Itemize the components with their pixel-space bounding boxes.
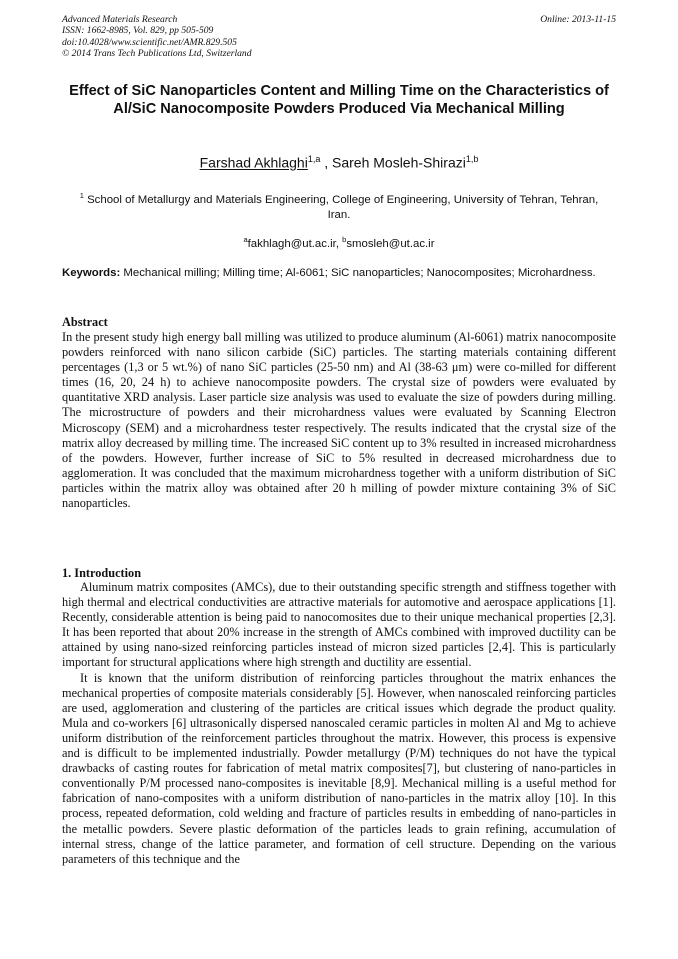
author-1-sup: 1,a	[307, 154, 321, 164]
doi-line: doi:10.4028/www.scientific.net/AMR.829.505	[62, 36, 237, 48]
introduction-heading: 1. Introduction	[62, 566, 142, 580]
author-2-name: Sareh Mosleh-Shirazi	[332, 154, 466, 171]
journal-header	[62, 14, 616, 59]
author-separator: ,	[320, 154, 332, 171]
keywords-label: Keywords:	[62, 267, 121, 279]
paper-title: Effect of SiC Nanoparticles Content and Milling Time on the Characteristics of Al/SiC Nanocomposite Powders Produced Via Mechanical Milling	[69, 83, 609, 118]
affiliation-text: School of Metallurgy and Materials Engineering, College of Engineering, University of Tehran, Tehran, Iran.	[87, 193, 599, 221]
author-line	[62, 150, 616, 172]
introduction-paragraph-2: It is known that the uniform distribution of reinforcing particles throughout the matrix enhances the mechanical properties of composite materials considerably [5]. However, when nanoscaled reinforcing particles are used, agglomeration and clustering of the particles are critical issues which degrade the product quality. Mula and co-workers [6] ultrasonically dispersed nanoscaled ceramic particles in molten Al and Mg to achieve uniform distribution of the reinforcement particles throughout the matrix. However, this process is expensive and is difficult to be implemented industrially. Powder metallurgy (P/M) techniques do not have the typical drawbacks of casting routes for fabrication of metal matrix composites[7], but clustering of nano-particles in conventionally P/M processed nano-composites is inevitable [8,9]. Mechanical milling is a useful method for fabrication of nano-composites with a uniform distribution of nano-particles in the matrix alloy [10]. In this process, repeated deformation, cold welding and fracture of particles results in embedding of nano-particles in the metallic powders. Severe plastic deformation of the particles leads to grain refining, accumulation of internal stress, change of the lattice parameter, and formation of cell structure. Depending on the various parameters of this technique and the	[62, 670, 616, 866]
email-a[interactable]: fakhlagh@ut.ac.ir	[247, 237, 336, 250]
introduction-body	[62, 580, 616, 867]
email-line	[62, 232, 616, 252]
abstract-text: In the present study high energy ball milling was utilized to produce aluminum (Al-6061) matrix nanocomposite powders reinforced with nano silicon carbide (SiC) particles. The starting materials containing different percentages (1,3 or 5 wt.%) of nano SiC particles (25-50 nm) and Al (38-63 μm) were co-milled for different times (16, 20, 24 h) to achieve nanocomposite powders. The crystal size of powders were evaluated by quantitative XRD analysis. Laser particle size analysis was used to evaluate the size of powders during milling. The microstructure of powders and their microhardness values were evaluated by Scanning Electron Microscopy (SEM) and a microhardness tester respectively. The results indicated that the crystal size of the matrix alloy decreased by milling time. The increased SiC content up to 3% resulted in increased microhardness of the powders. However, further increase of SiC to 5% resulted in decreased microhardness due to agglomeration. It was concluded that the maximum microhardness together with a uniform distribution of SiC particles within the matrix alloy was obtained after 20 h milling of powder mixture containing 3% of SiC nanoparticles.	[62, 330, 616, 511]
email-separator: ,	[335, 237, 343, 250]
header-citation	[62, 14, 616, 59]
email-b[interactable]: smosleh@ut.ac.ir	[346, 237, 435, 250]
affiliation	[72, 188, 606, 223]
introduction-paragraph-1: Aluminum matrix composites (AMCs), due to their outstanding specific strength and stiffness together with high thermal and electrical conductivities are attractive materials for automotive and aerospace applications [1]. Recently, considerable attention is being paid to nanocomosites due to their unique mechanical properties [2,3]. It has been reported that about 20% increase in the strength of AMCs combined with improved ductility can be attained by using nano-sized reinforcing particles instead of micron sized particles [2,4]. This is particularly important for structural applications where high strength and ductility are essential.	[62, 580, 616, 670]
copyright-line: © 2014 Trans Tech Publications Ltd, Switzerland	[62, 47, 252, 59]
affiliation-sup: 1	[79, 191, 84, 200]
keywords	[62, 266, 616, 281]
author-2-sup: 1,b	[465, 154, 479, 164]
online-date: Online: 2013-11-15	[540, 14, 616, 25]
email-a-sup: a	[243, 235, 248, 244]
abstract-heading: Abstract	[62, 315, 108, 329]
issn-line: ISSN: 1662-8985, Vol. 829, pp 505-509	[62, 25, 214, 37]
keywords-text: Mechanical milling; Milling time; Al-6061; SiC nanoparticles; Nanocomposites; Microhardness.	[123, 267, 596, 279]
journal-name: Advanced Materials Research	[62, 14, 178, 25]
author-1-name[interactable]: Farshad Akhlaghi	[199, 154, 308, 171]
email-b-sup: b	[342, 235, 347, 244]
